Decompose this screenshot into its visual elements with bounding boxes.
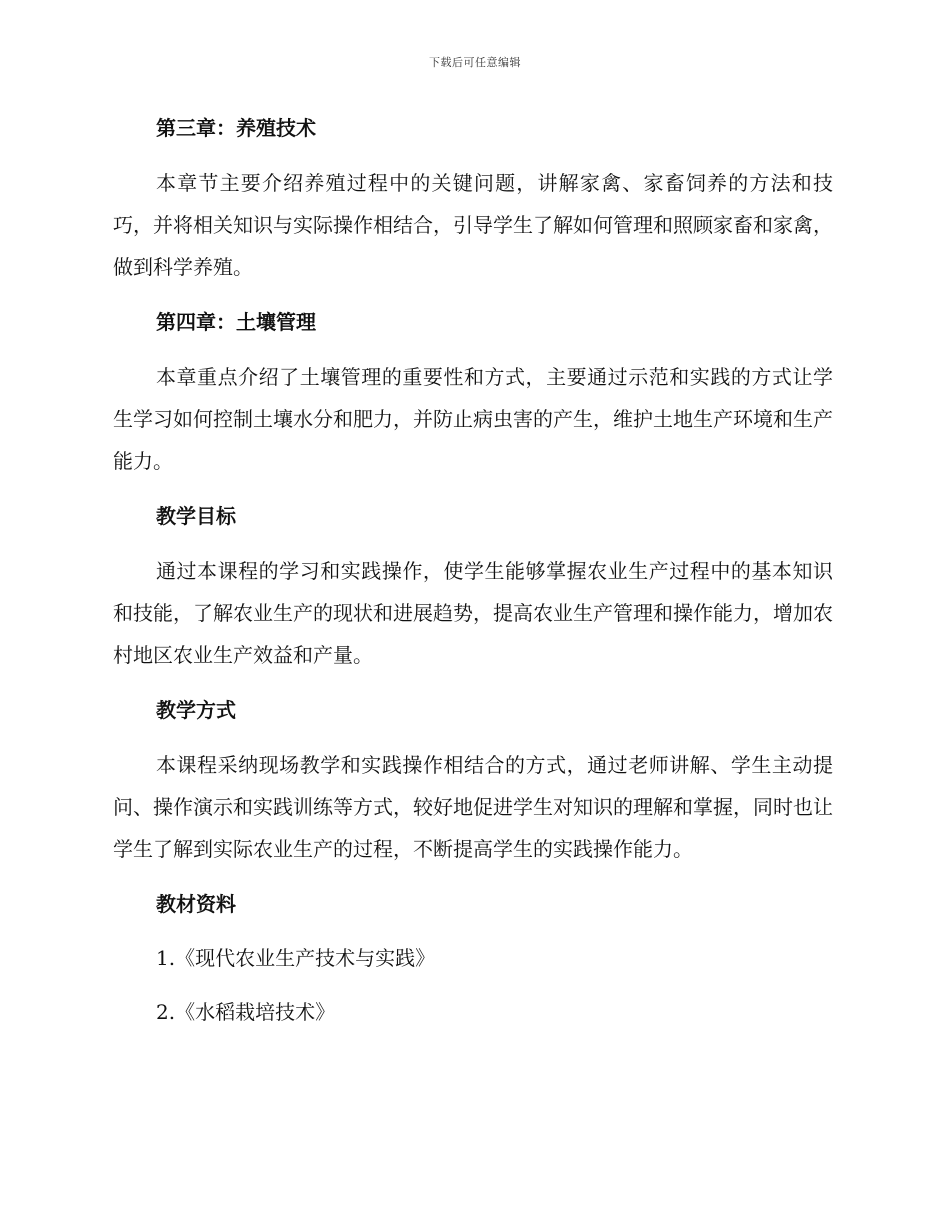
chapter-4-paragraph: 本章重点介绍了土壤管理的重要性和方式，主要通过示范和实践的方式让学生学习如何控制土壤水分和肥力，并防止病虫害的产生，维护土地生产环境和生产能力。 xyxy=(113,365,833,473)
teaching-methods-heading: 教学方式 xyxy=(156,698,236,722)
document-body xyxy=(113,108,833,1046)
materials-list-item: 2.《水稻栽培技术》 xyxy=(156,1000,336,1024)
materials-list-item: 1.《现代农业生产技术与实践》 xyxy=(156,946,436,970)
chapter-3-paragraph: 本章节主要介绍养殖过程中的关键问题，讲解家禽、家畜饲养的方法和技巧，并将相关知识与实际操作相结合，引导学生了解如何管理和照顾家畜和家禽，做到科学养殖。 xyxy=(113,171,833,279)
page-header: 下载后可任意编辑 xyxy=(429,56,521,69)
chapter-3-heading: 第三章：养殖技术 xyxy=(156,116,316,140)
chapter-4-heading: 第四章：土壤管理 xyxy=(156,310,316,334)
teaching-methods-paragraph: 本课程采纳现场教学和实践操作相结合的方式，通过老师讲解、学生主动提问、操作演示和实践训练等方式，较好地促进学生对知识的理解和掌握，同时也让学生了解到实际农业生产的过程，不断提高学生的实践操作能力。 xyxy=(113,753,833,861)
teaching-goals-paragraph: 通过本课程的学习和实践操作，使学生能够掌握农业生产过程中的基本知识和技能，了解农业生产的现状和进展趋势，提高农业生产管理和操作能力，增加农村地区农业生产效益和产量。 xyxy=(113,559,833,667)
materials-heading: 教材资料 xyxy=(156,892,236,916)
teaching-goals-heading: 教学目标 xyxy=(156,504,236,528)
